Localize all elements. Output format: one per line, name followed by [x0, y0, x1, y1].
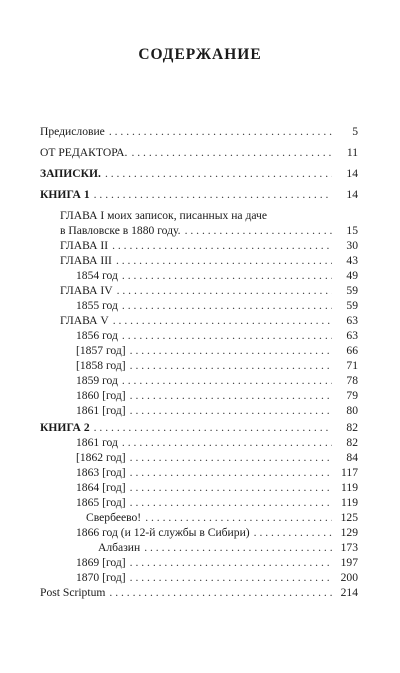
dot-leader — [144, 540, 332, 555]
toc-entry-label-line1: ГЛАВА I моих записок, писанных на даче — [60, 209, 268, 222]
toc-entry-label: КНИГА 1 — [40, 188, 90, 201]
toc-page-number: 78 — [346, 374, 358, 387]
toc-entry-section[interactable] — [40, 540, 358, 555]
toc-page-number: 63 — [346, 314, 358, 327]
toc-entry-year[interactable] — [40, 480, 358, 495]
toc-page-number: 71 — [346, 359, 358, 372]
page-title: СОДЕРЖАНИЕ — [138, 46, 262, 63]
toc-entry-label: 1861 год — [76, 436, 118, 449]
toc-entry-notes[interactable] — [40, 166, 358, 181]
toc-page-number: 14 — [346, 167, 358, 180]
toc-page-number: 63 — [346, 329, 358, 342]
toc-entry-year[interactable] — [40, 525, 358, 540]
toc-entry-label: 1856 год — [76, 329, 118, 342]
toc-page-number: 30 — [346, 239, 358, 252]
toc-entry-label: КНИГА 2 — [40, 421, 90, 434]
dot-leader — [130, 555, 332, 570]
dot-leader — [109, 124, 332, 139]
dot-leader — [130, 450, 332, 465]
toc-entry-year[interactable] — [40, 403, 358, 418]
toc-entry-label: 1861 [год] — [76, 404, 126, 417]
dot-leader — [116, 253, 332, 268]
toc-entry-label: 1869 [год] — [76, 556, 126, 569]
toc-entry-label: в Павловске в 1880 году. — [60, 224, 181, 237]
toc-entry-chapter-1[interactable] — [40, 208, 358, 238]
toc-page-number: 59 — [346, 299, 358, 312]
dot-leader — [105, 166, 332, 181]
dot-leader — [254, 525, 332, 540]
dot-leader — [185, 223, 332, 238]
toc-page-number: 82 — [346, 421, 358, 434]
toc-page-number: 49 — [346, 269, 358, 282]
toc-entry-label: Свербеево! — [86, 511, 142, 524]
toc-page-number: 59 — [346, 284, 358, 297]
toc-entry-year[interactable] — [40, 570, 358, 585]
toc-entry-label: Албазин — [98, 541, 141, 554]
dot-leader — [112, 238, 332, 253]
toc-entry-label: ГЛАВА IV — [60, 284, 113, 297]
toc-entry-book-1[interactable] — [40, 187, 358, 202]
toc-entry-year[interactable] — [40, 298, 358, 313]
toc-page-number: 129 — [340, 526, 358, 539]
toc-page-number: 84 — [346, 451, 358, 464]
toc-entry-year[interactable] — [40, 435, 358, 450]
toc-page-number: 66 — [346, 344, 358, 357]
toc-entry-year[interactable] — [40, 495, 358, 510]
toc-entry-label: 1866 год (и 12-й службы в Сибири) — [76, 526, 250, 539]
dot-leader — [122, 328, 332, 343]
toc-page-number: 119 — [341, 481, 358, 494]
toc-entry-year[interactable] — [40, 388, 358, 403]
toc-entry-label: Предисловие — [40, 125, 105, 138]
table-of-contents — [40, 124, 358, 600]
toc-entry-year[interactable] — [40, 465, 358, 480]
toc-entry-label: ЗАПИСКИ. — [40, 167, 101, 180]
toc-entry-label: 1865 [год] — [76, 496, 126, 509]
toc-entry-label: ГЛАВА V — [60, 314, 109, 327]
toc-entry-label: 1855 год — [76, 299, 118, 312]
toc-page-number: 117 — [341, 466, 358, 479]
toc-page-number: 5 — [352, 125, 358, 138]
dot-leader — [122, 268, 332, 283]
toc-page-number: 82 — [346, 436, 358, 449]
dot-leader — [113, 313, 332, 328]
dot-leader — [109, 585, 332, 600]
dot-leader — [131, 145, 332, 160]
dot-leader — [122, 435, 332, 450]
toc-page-number: 197 — [340, 556, 358, 569]
toc-entry-post-scriptum[interactable] — [40, 585, 358, 600]
toc-entry-label: ГЛАВА II — [60, 239, 109, 252]
toc-page-number: 173 — [340, 541, 358, 554]
dot-leader — [130, 388, 332, 403]
dot-leader — [130, 358, 332, 373]
dot-leader — [130, 403, 332, 418]
toc-entry-label: Post Scriptum — [40, 586, 106, 599]
toc-entry-label: 1864 [год] — [76, 481, 126, 494]
dot-leader — [130, 570, 332, 585]
toc-page-number: 214 — [340, 586, 358, 599]
toc-entry-editor-note[interactable] — [40, 145, 358, 160]
toc-entry-label: 1854 год — [76, 269, 118, 282]
dot-leader — [130, 495, 332, 510]
dot-leader — [130, 480, 332, 495]
toc-entry-year[interactable] — [40, 555, 358, 570]
toc-page-number: 15 — [346, 224, 358, 237]
toc-page-number: 14 — [346, 188, 358, 201]
dot-leader — [145, 510, 332, 525]
toc-page-number: 43 — [346, 254, 358, 267]
toc-page-number: 125 — [340, 511, 358, 524]
toc-entry-label: 1870 [год] — [76, 571, 126, 584]
toc-entry-chapter-2[interactable] — [40, 238, 358, 253]
toc-entry-section[interactable] — [40, 510, 358, 525]
dot-leader — [122, 298, 332, 313]
toc-entry-label: [1857 год] — [76, 344, 126, 357]
toc-page-number: 200 — [340, 571, 358, 584]
toc-entry-chapter-4[interactable] — [40, 283, 358, 298]
toc-entry-year[interactable] — [40, 268, 358, 283]
toc-entry-book-2[interactable] — [40, 420, 358, 435]
toc-entry-label: 1859 год — [76, 374, 118, 387]
toc-page-number: 11 — [346, 146, 358, 159]
toc-entry-year[interactable] — [40, 328, 358, 343]
dot-leader — [130, 343, 332, 358]
toc-page-number: 79 — [346, 389, 358, 402]
toc-entry-label: [1862 год] — [76, 451, 126, 464]
toc-entry-label: 1860 [год] — [76, 389, 126, 402]
toc-page-number: 80 — [346, 404, 358, 417]
dot-leader — [130, 465, 332, 480]
toc-entry-chapter-5[interactable] — [40, 313, 358, 328]
toc-entry-label: 1863 [год] — [76, 466, 126, 479]
toc-entry-label: ГЛАВА III — [60, 254, 112, 267]
toc-entry-chapter-3[interactable] — [40, 253, 358, 268]
toc-entry-year[interactable] — [40, 373, 358, 388]
dot-leader — [94, 420, 332, 435]
toc-entry-year[interactable] — [40, 343, 358, 358]
toc-entry-label: [1858 год] — [76, 359, 126, 372]
toc-page-number: 119 — [341, 496, 358, 509]
toc-entry-year[interactable] — [40, 358, 358, 373]
dot-leader — [94, 187, 332, 202]
toc-entry-year[interactable] — [40, 450, 358, 465]
toc-entry-preface[interactable] — [40, 124, 358, 139]
toc-entry-label: ОТ РЕДАКТОРА. — [40, 146, 128, 159]
dot-leader — [117, 283, 332, 298]
dot-leader — [122, 373, 332, 388]
